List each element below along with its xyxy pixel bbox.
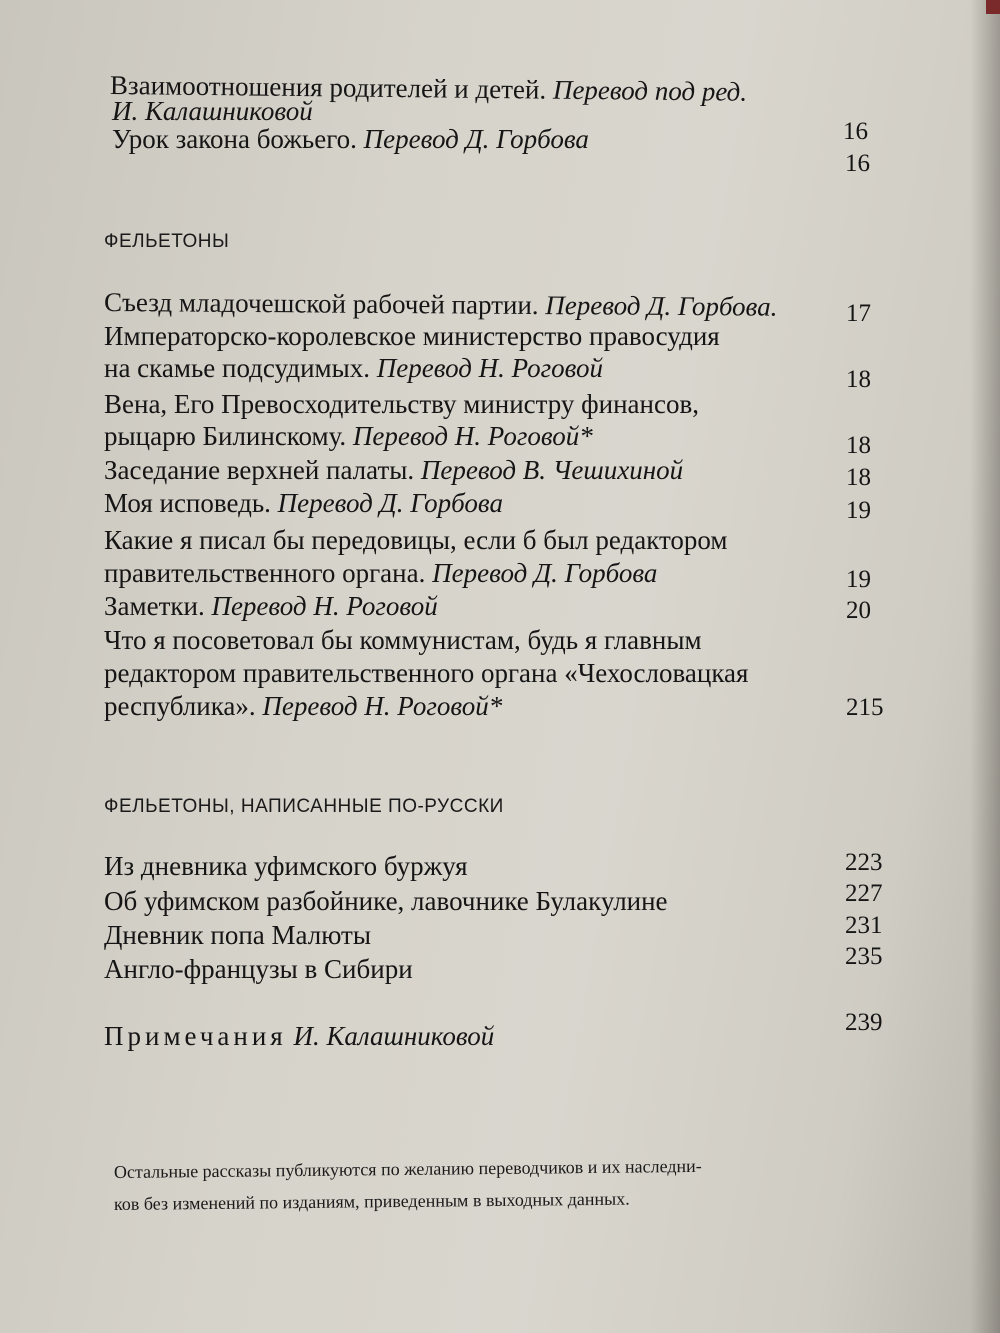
page-number: 19 [846,497,871,524]
toc-entry [104,389,699,420]
toc-entry: Из дневника уфимского буржуя [104,851,468,881]
entry-translator: Перевод Д. Горбова [432,558,658,588]
page-number: 227 [845,880,883,907]
toc-entry: Англо-французы в Сибири [104,954,413,984]
entry-title: Что я посоветовал бы коммунистам, будь я главным [104,625,702,655]
toc-entry [104,591,438,622]
section-heading: ФЕЛЬЕТОНЫ, НАПИСАННЫЕ ПО-РУССКИ [104,796,504,817]
entry-title: республика». [104,691,256,721]
toc-entry [104,525,728,556]
entry-translator: Перевод под ред. [552,74,748,107]
cover-corner [986,0,1000,14]
page-number: 20 [846,597,871,624]
entry-title: Какие я писал бы передовицы, если б был редактором [104,525,728,555]
toc-entry [104,287,778,323]
footnote-line: Остальные рассказы публикуются по желанию переводчиков и их наследни- [113,1155,702,1182]
entry-translator: Перевод Д. Горбова. [545,290,778,322]
entry-translator: Перевод В. Чешихиной [420,455,684,485]
section-heading: ФЕЛЬЕТОНЫ [104,231,230,252]
toc-entry [104,455,683,486]
toc-entry: Дневник попа Малюты [104,920,371,950]
page-number: 239 [845,1009,883,1036]
toc-entry-notes [104,1021,494,1052]
entry-title: Урок закона божьего. [112,124,357,154]
entry-title: Взаимоотношения родителей и детей. [109,70,547,105]
entry-title: Заседание верхней палаты. [104,455,415,485]
page-number: 16 [845,150,870,177]
page-number: 16 [843,118,868,145]
toc-entry-lesson [112,124,589,155]
page-number: 223 [845,849,883,876]
toc-entry-relations-cont: И. Калашниковой [112,96,313,126]
page-number: 17 [846,300,871,327]
entry-title: Вена, Его Превосходительству министру финансов, [104,389,699,419]
footnote-line: ков без изменений по изданиям, приведенным в выходных данных. [113,1188,630,1214]
toc-entry-cont [104,658,748,689]
entry-title: правительственного органа. [104,558,426,588]
entry-title: редактором правительственного органа «Чехословацкая [104,658,749,688]
toc-entry [104,625,702,656]
toc-entry [104,321,720,352]
page-number: 18 [846,366,871,393]
entry-title: Императорско-королевское министерство правосудия [104,321,720,351]
page-number: 18 [846,432,871,459]
entry-title: Моя исповедь. [104,488,271,518]
toc-entry [104,488,503,519]
page-number: 19 [846,566,871,593]
toc-entry: Об уфимском разбойнике, лавочнике Булакулине [104,886,668,916]
toc-entry-cont [104,421,593,452]
entry-title: на скамье подсудимых. [104,353,370,383]
entry-translator: Перевод Н. Роговой* [262,691,503,721]
page-number: 18 [846,464,871,491]
page-number: 235 [845,943,883,970]
entry-translator: Перевод Н. Роговой [211,591,438,621]
toc-entry-cont [104,558,657,589]
entry-translator: Перевод Д. Горбова [363,124,589,154]
notes-author: И. Калашниковой [293,1021,495,1051]
entry-title: Съезд младочешской рабочей партии. [103,287,539,321]
notes-label: Примечания [104,1021,287,1051]
entry-translator: Перевод Н. Роговой [376,353,604,383]
toc-entry-cont [104,691,502,722]
toc-entry-cont [104,353,603,384]
entry-translator: Перевод Н. Роговой* [352,421,593,451]
page-edge-shadow [970,0,1000,1333]
page-number: 231 [845,912,883,939]
entry-title: Заметки. [104,591,205,621]
page-number: 215 [846,694,884,721]
entry-title: рыцарю Билинскому. [104,421,347,451]
entry-translator: Перевод Д. Горбова [277,488,503,518]
